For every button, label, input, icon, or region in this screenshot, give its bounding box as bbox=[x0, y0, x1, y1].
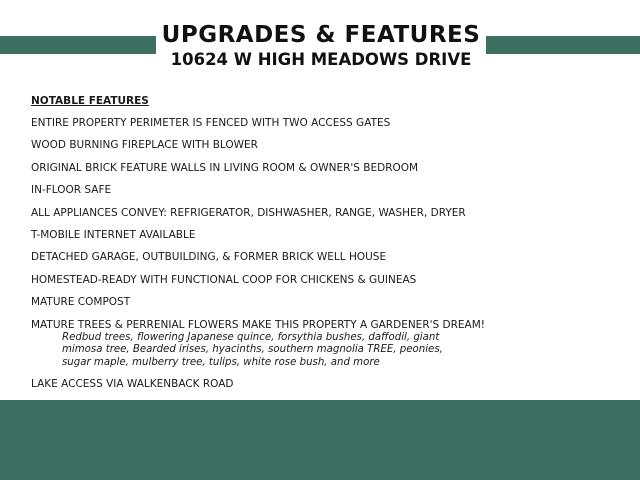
feature-item: ENTIRE PROPERTY PERIMETER IS FENCED WITH TWO ACCESS GATES bbox=[31, 117, 391, 129]
feature-item: WOOD BURNING FIREPLACE WITH BLOWER bbox=[31, 139, 258, 152]
footer-band bbox=[0, 400, 640, 480]
feature-item: ALL APPLIANCES CONVEY: REFRIGERATOR, DISHWASHER, RANGE, WASHER, DRYER bbox=[31, 206, 466, 219]
features-heading: NOTABLE FEATURES bbox=[31, 95, 149, 107]
feature-item-garden bbox=[31, 318, 631, 370]
property-address: 10624 W HIGH MEADOWS DRIVE bbox=[170, 50, 472, 69]
feature-item: MATURE COMPOST bbox=[31, 296, 131, 309]
feature-item: IN-FLOOR SAFE bbox=[31, 184, 112, 197]
features-section bbox=[31, 94, 631, 391]
garden-details: Redbud trees, flowering Japanese quince, forsythia bushes, daffodil, giant mimosa tree, Bearded irises, hyacinths, southern magnolia TREE, peonies, sugar maple, mulberry tree, tulips, white rose bush, and more bbox=[62, 331, 443, 368]
feature-item-label: MATURE TREES & PERRENIAL FLOWERS MAKE THIS PROPERTY A GARDENER'S DREAM! bbox=[31, 318, 485, 331]
feature-item: HOMESTEAD-READY WITH FUNCTIONAL COOP FOR CHICKENS & GUINEAS bbox=[31, 273, 417, 286]
feature-item: DETACHED GARAGE, OUTBUILDING, & FORMER BRICK WELL HOUSE bbox=[31, 251, 387, 264]
header-band-left bbox=[0, 36, 156, 54]
page-title: UPGRADES & FEATURES bbox=[161, 22, 481, 48]
feature-item: LAKE ACCESS VIA WALKENBACK ROAD bbox=[31, 378, 234, 391]
header-band-right bbox=[486, 36, 640, 54]
feature-item: ORIGINAL BRICK FEATURE WALLS IN LIVING ROOM & OWNER'S BEDROOM bbox=[31, 161, 419, 174]
feature-item: T-MOBILE INTERNET AVAILABLE bbox=[31, 228, 196, 241]
